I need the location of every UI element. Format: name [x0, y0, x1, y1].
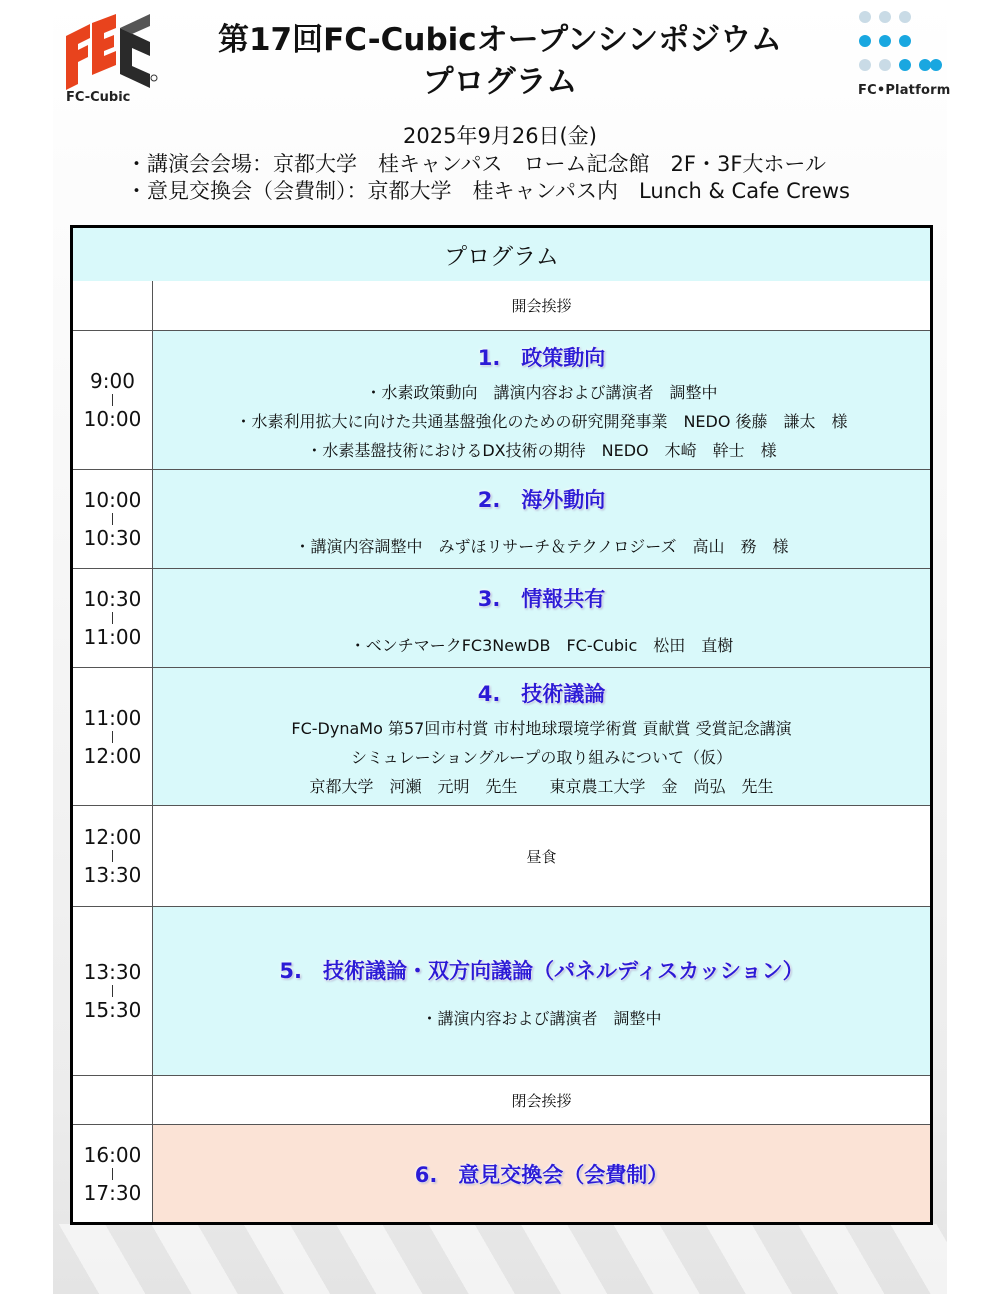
session-item: ・水素政策動向 講演内容および講演者 調整中 [365, 382, 718, 402]
fc-platform-logo-icon [852, 8, 952, 78]
content-cell [153, 907, 930, 1075]
time-cell [73, 281, 153, 330]
venue-exchange: ・意見交換会（会費制）：京都大学 桂キャンパス内 Lunch & Cafe Crews [126, 179, 850, 203]
time-cell [73, 907, 153, 1075]
content-cell [153, 668, 930, 805]
venue-lecture: ・講演会会場：京都大学 桂キャンパス ローム記念館 2F・3F大ホール [126, 152, 826, 176]
table-row [73, 1076, 930, 1125]
time-cell [73, 668, 153, 805]
end-time: 10:00 [83, 407, 142, 431]
time-cell [73, 331, 153, 469]
end-time: 17:30 [83, 1180, 142, 1205]
content-cell [153, 569, 930, 667]
session-item: ・水素基盤技術におけるDX技術の期待 NEDO 木崎 幹士 様 [306, 440, 777, 460]
event-date: 2025年9月26日(金) [403, 124, 597, 148]
content-cell [153, 1125, 930, 1222]
start-time: 9:00 [90, 369, 135, 393]
start-time: 13:30 [83, 960, 142, 984]
time-cell [73, 1076, 153, 1124]
table-row [73, 1125, 930, 1222]
time-separator [112, 513, 113, 525]
program-table [70, 225, 933, 1225]
lunch-break: 昼食 [526, 847, 557, 866]
start-time: 10:30 [83, 587, 142, 611]
opening-remarks: 開会挨拶 [511, 297, 572, 315]
session-item: ・講演内容調整中 みずほリサーチ＆テクノロジーズ 高山 務 様 [294, 536, 789, 556]
table-row [73, 470, 930, 569]
time-cell [73, 1125, 153, 1222]
section-title: 3. 情報共有 [477, 586, 606, 611]
start-time: 12:00 [83, 825, 142, 849]
program-heading: プログラム [73, 228, 930, 282]
closing-remarks: 閉会挨拶 [511, 1091, 572, 1110]
time-cell [73, 806, 153, 906]
end-time: 11:00 [83, 625, 142, 649]
end-time: 15:30 [83, 998, 142, 1022]
table-row [73, 281, 930, 331]
time-separator [112, 612, 113, 624]
time-separator [112, 985, 113, 997]
start-time: 16:00 [83, 1142, 142, 1167]
table-row [73, 668, 930, 806]
content-cell [153, 806, 930, 906]
end-time: 12:00 [83, 743, 142, 768]
session-item: 京都大学 河瀬 元明 先生 東京農工大学 金 尚弘 先生 [309, 777, 774, 796]
end-time: 10:30 [83, 526, 142, 550]
section-title: 5. 技術議論・双方向議論（パネルディスカッション） [279, 959, 804, 983]
section-title: 1. 政策動向 [477, 345, 606, 370]
content-cell [153, 331, 930, 469]
logo-left-label: FC-Cubic [66, 90, 131, 105]
session-item: シミュレーショングループの取り組みについて（仮） [350, 748, 733, 767]
section-title: 2. 海外動向 [477, 487, 606, 512]
time-separator [112, 1168, 113, 1180]
session-item: ・ベンチマークFC3NewDB FC-Cubic 松田 直樹 [349, 635, 734, 655]
start-time: 11:00 [83, 705, 142, 730]
table-row [73, 331, 930, 470]
time-separator [112, 850, 113, 862]
table-row [73, 806, 930, 907]
section-title: 6. 意見交換会（会費制） [414, 1162, 669, 1187]
page-subtitle: プログラム [422, 64, 578, 100]
table-row [73, 907, 930, 1076]
section-title: 4. 技術議論 [477, 682, 606, 706]
content-cell [153, 1076, 930, 1124]
content-cell [153, 470, 930, 568]
session-item: ・講演内容および講演者 調整中 [421, 1009, 662, 1028]
table-row [73, 569, 930, 668]
logo-right-label: FC•Platform [858, 83, 951, 98]
session-item: ・水素利用拡大に向けた共通基盤強化のための研究開発事業 NEDO 後藤 謙太 様 [235, 411, 848, 431]
page-title: 第17回FC-Cubicオープンシンポジウム [217, 22, 782, 58]
time-cell [73, 569, 153, 667]
content-cell [153, 281, 930, 330]
end-time: 13:30 [83, 863, 142, 887]
time-separator [112, 731, 113, 743]
time-cell [73, 470, 153, 568]
start-time: 10:00 [83, 488, 142, 512]
time-separator [112, 394, 113, 406]
session-item: FC-DynaMo 第57回市村賞 市村地球環境学術賞 貢献賞 受賞記念講演 [291, 719, 792, 738]
